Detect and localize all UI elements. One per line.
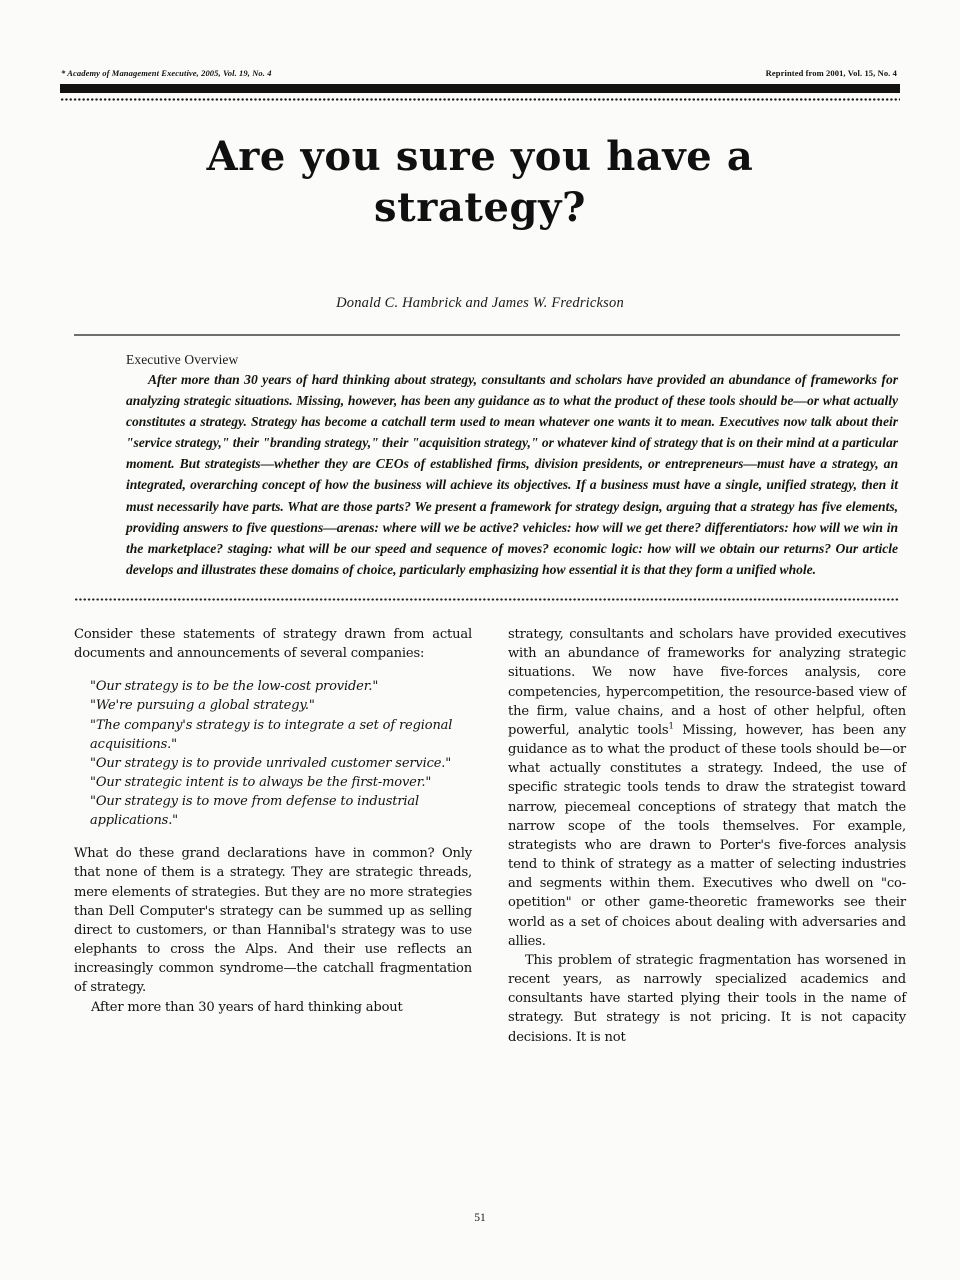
list-item: "Our strategic intent is to always be the first-mover." xyxy=(90,774,432,790)
abstract-heading: Executive Overview xyxy=(126,351,239,367)
author-byline: Donald C. Hambrick and James W. Fredrickson xyxy=(336,295,624,312)
right-paragraph-1 xyxy=(508,625,906,951)
title-block xyxy=(60,131,900,312)
right-paragraph-2: This problem of strategic fragmentation has worsened in recent years, as narrowly specialized academics and consultants have started plying their tools in the name of strategy. But strategy is not pricing. It is not capacity decisions. It is not xyxy=(508,952,906,1045)
running-head xyxy=(60,68,900,78)
right-paragraph-1-part-a: strategy, consultants and scholars have provided executives with an abundance of frameworks for analyzing strategic situations. We now have five-forces analysis, core competencies, hypercompetition, the resource-based view of the firm, value chains, and a host of other helpful, often powerful, analytic tools xyxy=(508,627,906,738)
footnote-marker: 1 xyxy=(668,721,674,732)
list-item: "Our strategy is to provide unrivaled customer service." xyxy=(90,755,452,771)
list-item: "Our strategy is to move from defense to industrial applications." xyxy=(90,794,420,829)
left-column xyxy=(74,625,472,1047)
left-paragraph-1: Consider these statements of strategy drawn from actual documents and announcements of several companies: xyxy=(74,627,472,662)
page-content xyxy=(60,68,906,1047)
left-paragraph-2: What do these grand declarations have in common? Only that none of them is a strategy. They are strategic threads, mere elements of strategies. But they are no more strategies than Dell Computer's strategy can be summed up as selling direct to customers, or than Hannibal's strategy was to use elephants to cross the Alps. And their use reflects an increasingly common syndrome—the catchall fragmentation of strategy. xyxy=(74,846,472,996)
list-item: "The company's strategy is to integrate a set of regional acquisitions." xyxy=(90,717,453,752)
abstract-body: After more than 30 years of hard thinking about strategy, consultants and scholars have provided an abundance of frameworks for analyzing strategic situations. Missing, however, has been any guidance as to what the product of these tools should be—or what actually constitutes a strategy. Strategy has become a catchall term used to mean whatever one wants it to mean. Executives now talk about their "service strategy," their "branding strategy," their "acquisition strategy," or whatever kind of strategy that is on their mind at a particular moment. But strategists—whether they are CEOs of established firms, division presidents, or entrepreneurs—must have a strategy, an integrated, overarching concept of how the business will achieve its objectives. If a business must have a single, unified strategy, then it must necessarily have parts. What are those parts? We present a framework for strategy design, arguing that a strategy has five elements, providing answers to five questions—arenas: where will we be active? vehicles: how will we get there? differentiators: how will we win in the marketplace? staging: what will be our speed and sequence of moves? economic logic: how will we obtain our returns? Our article develops and illustrates these domains of choice, particularly emphasizing how essential it is that they form a unified whole. xyxy=(126,371,898,577)
running-head-right: Reprinted from 2001, Vol. 15, No. 4 xyxy=(765,68,897,78)
header-dotted-rule xyxy=(60,98,900,101)
list-item: "Our strategy is to be the low-cost provider." xyxy=(90,679,379,695)
right-column xyxy=(508,625,906,1047)
page-title: Are you sure you have a strategy? xyxy=(206,133,754,232)
left-paragraph-3: After more than 30 years of hard thinking about xyxy=(91,999,403,1015)
page-number: 51 xyxy=(474,1212,486,1224)
right-paragraph-1-part-b: Missing, however, has been any guidance as to what the product of these tools should be—or what actually constitutes a strategy. Indeed, the use of specific strategic tools tends to draw the strategist toward narrow, piecemeal conceptions of strategy that match the narrow scope of the tools themselves. For example, strategists who are drawn to Porter's five-forces analysis tend to think of strategy as a matter of selecting industries and segments within them. Executives who dwell on "co-opetition" or other game-theoretic frameworks see their world as a set of choices about dealing with adversaries and allies. xyxy=(508,722,906,949)
executive-overview xyxy=(126,352,898,580)
header-thick-rule xyxy=(60,84,900,93)
list-item: "We're pursuing a global strategy." xyxy=(90,698,315,714)
strategy-statement-list xyxy=(74,677,472,830)
abstract-top-rule xyxy=(74,334,900,335)
abstract-bottom-rule xyxy=(74,598,900,601)
body-columns xyxy=(74,625,906,1047)
running-head-left: * Academy of Management Executive, 2005, Vol. 19, No. 4 xyxy=(61,68,272,78)
